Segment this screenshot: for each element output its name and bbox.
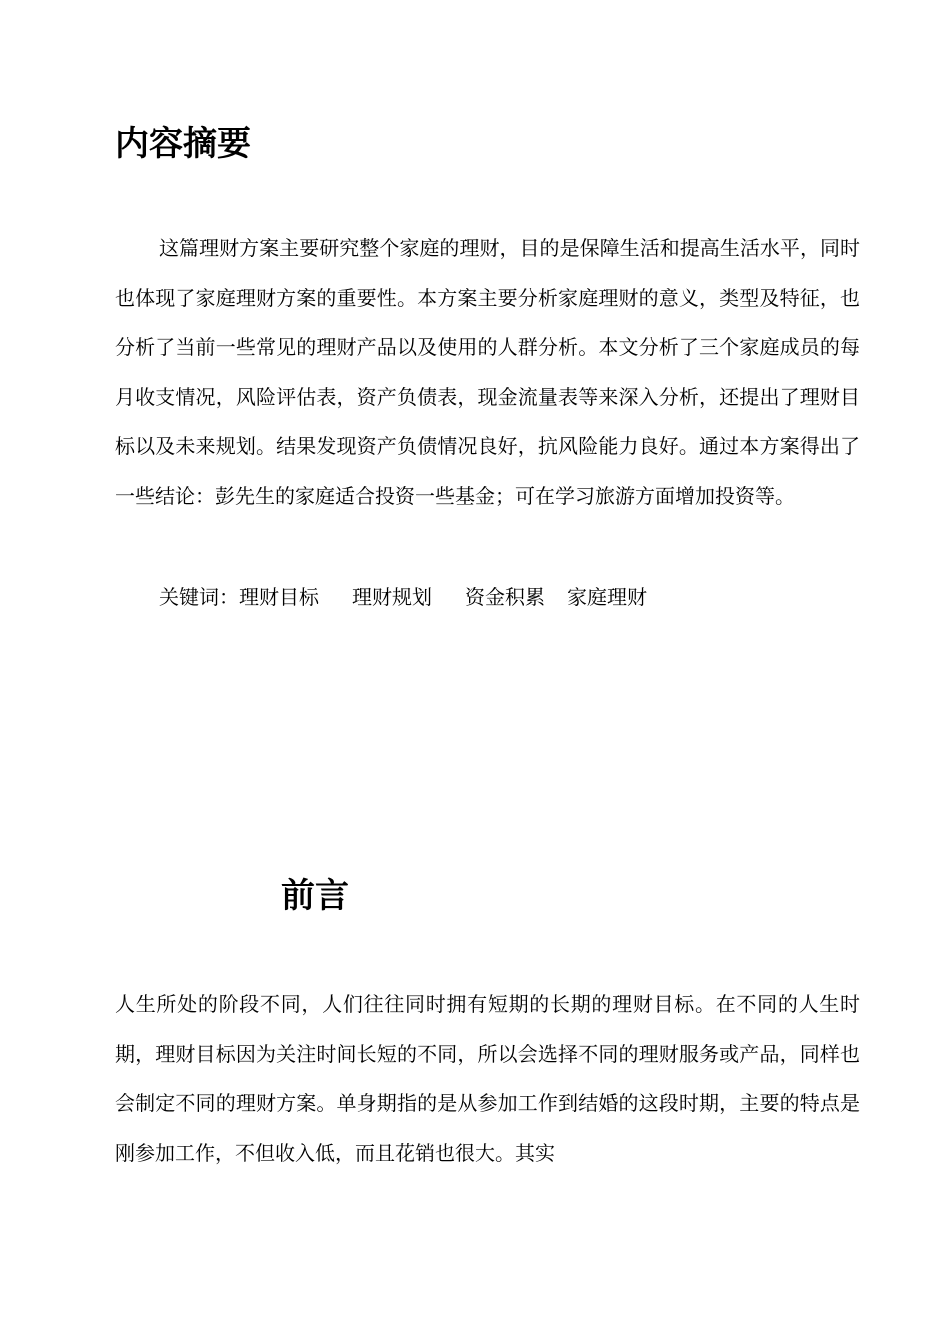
keyword-item: 理财规划 <box>352 585 432 609</box>
preface-title: 前言 <box>281 876 349 916</box>
preface-paragraph: 人生所处的阶段不同，人们往往同时拥有短期的长期的理财目标。在不同的人生时期，理财目标因为关注时间长短的不同，所以会选择不同的理财服务或产品，同样也会制定不同的理财方案。单身期指的是从参加工作到结婚的这段时期，主要的特点是刚参加工作，不但收入低，而且花销也很大。其实 <box>115 992 860 1165</box>
keywords-line <box>159 579 647 615</box>
keyword-item: 家庭理财 <box>567 585 647 609</box>
abstract-paragraph: 这篇理财方案主要研究整个家庭的理财，目的是保障生活和提高生活水平，同时也体现了家庭理财方案的重要性。本方案主要分析家庭理财的意义，类型及特征，也分析了当前一些常见的理财产品以及使用的人群分析。本文分析了三个家庭成员的每月收支情况，风险评估表，资产负债表，现金流量表等来深入分析，还提出了理财目标以及未来规划。结果发现资产负债情况良好，抗风险能力良好。通过本方案得出了一些结论：彭先生的家庭适合投资一些基金；可在学习旅游方面增加投资等。 <box>115 236 860 508</box>
abstract-title: 内容摘要 <box>115 124 251 164</box>
keyword-item: 资金积累 <box>465 585 545 609</box>
keywords-label: 关键词： <box>159 585 239 609</box>
keyword-item: 理财目标 <box>239 585 319 609</box>
